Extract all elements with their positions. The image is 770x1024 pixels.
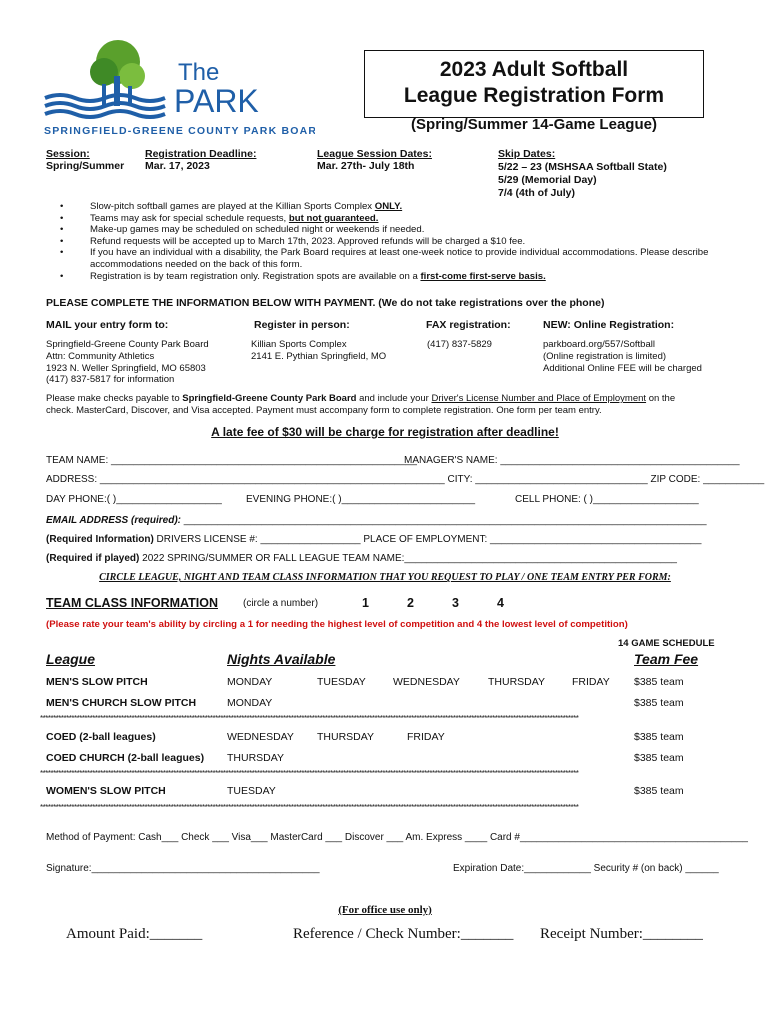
receipt-number-field[interactable]: Receipt Number:________ [540, 926, 703, 942]
manager-name-field[interactable]: MANAGER'S NAME: ___________________________________________ [404, 455, 740, 466]
session-dates-value: Mar. 27th- July 18th [317, 160, 415, 172]
league-column-header: League [46, 651, 96, 667]
session-block [46, 148, 124, 172]
team-name-field[interactable]: TEAM NAME: _______________________________________________________ [46, 455, 417, 466]
skip-date-1: 5/22 – 23 (MSHSAA Softball State) [498, 161, 667, 173]
online-heading: NEW: Online Registration: [543, 319, 675, 331]
list-item: • Teams may ask for special schedule requests, but not guaranteed. [60, 213, 720, 225]
skip-date-2: 5/29 (Memorial Day) [498, 174, 597, 186]
list-item: • Slow-pitch softball games are played at the Killian Sports Complex ONLY. [60, 201, 720, 213]
logo-the-text: The [178, 59, 220, 86]
reference-number-field[interactable]: Reference / Check Number:_______ [293, 926, 514, 942]
class-option-1[interactable]: 1 [362, 596, 369, 610]
signature-field[interactable]: Signature:_________________________________________ [46, 863, 320, 874]
email-field[interactable]: EMAIL ADDRESS (required): ______________________________________________________________________________________________ [46, 515, 707, 526]
day-phone-field[interactable]: DAY PHONE:( )___________________ [46, 494, 222, 505]
schedule-note: 14 GAME SCHEDULE [618, 638, 715, 649]
deadline-value: Mar. 17, 2023 [145, 160, 210, 172]
online-info: parkboard.org/557/Softball (Online registration is limited) Additional Online FEE will be charged [543, 339, 702, 374]
team-class-note: (Please rate your team's ability by circling a 1 for needing the highest level of competition and 4 the lowest level of competition) [46, 619, 628, 630]
night-option[interactable]: TUESDAY [317, 676, 366, 688]
list-item: • Registration is by team registration only. Registration spots are available on a first-come first-serve basis. [60, 271, 720, 283]
team-class-instruction: (circle a number) [243, 598, 319, 609]
night-option[interactable]: MONDAY [227, 697, 273, 709]
night-option[interactable]: THURSDAY [317, 731, 374, 743]
drivers-license-field[interactable]: (Required Information) DRIVERS LICENSE #: __________________ PLACE OF EMPLOYMENT: ______________________________________ [46, 534, 702, 545]
skip-date-3: 7/4 (4th of July) [498, 187, 576, 199]
session-value: Spring/Summer [46, 160, 125, 172]
title-line-1: 2023 Adult Softball [439, 58, 629, 81]
separator: ************************************************************************************************************************************************************************************************************** [40, 803, 579, 812]
nights-column-header: Nights Available [227, 651, 336, 667]
fax-number: (417) 837-5829 [427, 339, 492, 350]
night-option[interactable]: FRIDAY [407, 731, 445, 743]
night-option[interactable]: TUESDAY [227, 785, 276, 797]
check-instructions: Please make checks payable to Springfield-Greene County Park Board and include your Driver's License Number and Place of Employment on the check. MasterCard, Discover, and Visa accepted. Payment must accompany form to complete registration. One form per team entry. [46, 393, 676, 416]
class-option-4[interactable]: 4 [497, 596, 504, 610]
team-fee: $385 team [634, 731, 684, 743]
mail-address: Springfield-Greene County Park Board Attn: Community Athletics 1923 N. Weller Springfield, MO 65803 (417) 837-5817 for information [46, 339, 209, 386]
expiration-field[interactable]: Expiration Date:____________ Security # (on back) ______ [453, 863, 719, 874]
team-fee: $385 team [634, 752, 684, 764]
team-fee: $385 team [634, 697, 684, 709]
list-item: • Make-up games may be scheduled on scheduled night or weekends if needed. [60, 224, 720, 236]
list-item: • Refund requests will be accepted up to March 17th, 2023. Approved refunds will be charged a $10 fee. [60, 236, 720, 248]
league-coed[interactable]: COED (2-ball leagues) [46, 731, 156, 743]
separator: ************************************************************************************************************************************************************************************************************** [40, 769, 579, 778]
league-coed-church[interactable]: COED CHURCH (2-ball leagues) [46, 752, 205, 764]
night-option[interactable]: MONDAY [227, 676, 273, 688]
skip-dates-label: Skip Dates: [498, 148, 556, 160]
skip-dates-block [498, 148, 667, 200]
evening-phone-field[interactable]: EVENING PHONE:( )________________________ [246, 494, 476, 505]
team-fee: $385 team [634, 785, 684, 797]
logo-park-text: PARK [174, 83, 259, 119]
title-box [364, 50, 704, 118]
payment-method-field[interactable]: Method of Payment: Cash___ Check ___ Visa___ MasterCard ___ Discover ___ Am. Express ____ Card #_________________________________________ [46, 832, 748, 843]
online-link[interactable]: parkboard.org/557/Softball [543, 339, 655, 350]
team-fee: $385 team [634, 676, 684, 688]
mail-heading: MAIL your entry form to: [46, 319, 169, 331]
amount-paid-field[interactable]: Amount Paid:_______ [66, 926, 203, 942]
address-field[interactable]: ADDRESS: ______________________________________________________________ CITY: _______________________________ ZIP CODE: ___________ [46, 474, 765, 485]
subtitle: (Spring/Summer 14-Game League) [411, 116, 657, 133]
league-mens-slow-pitch[interactable]: MEN'S SLOW PITCH [46, 676, 148, 688]
person-heading: Register in person: [254, 319, 350, 331]
session-label: Session: [46, 148, 90, 160]
league-womens-slow-pitch[interactable]: WOMEN'S SLOW PITCH [46, 785, 166, 797]
list-item: • If you have an individual with a disability, the Park Board requires at least one-week notice to provide individual accommodations. Please describe accommodations needed on the back of this form. [60, 247, 720, 270]
late-fee-notice: A late fee of $30 will be charge for registration after deadline! [211, 425, 559, 439]
logo-board-text: SPRINGFIELD-GREENE COUNTY PARK BOARD [44, 125, 315, 137]
previous-team-field[interactable]: (Required if played) 2022 SPRING/SUMMER OR FALL LEAGUE TEAM NAME:_________________________________________________ [46, 553, 677, 564]
night-option[interactable]: FRIDAY [572, 676, 610, 688]
session-dates-label: League Session Dates: [317, 148, 432, 160]
payment-intro: PLEASE COMPLETE THE INFORMATION BELOW WITH PAYMENT. (We do not take registrations over the phone) [46, 297, 605, 309]
fax-heading: FAX registration: [426, 319, 511, 331]
title-line-2: League Registration Form [403, 84, 665, 107]
night-option[interactable]: THURSDAY [227, 752, 284, 764]
park-board-logo [40, 40, 315, 140]
night-option[interactable]: WEDNESDAY [393, 676, 460, 688]
fee-column-header: Team Fee [634, 651, 699, 667]
league-mens-church-slow-pitch[interactable]: MEN'S CHURCH SLOW PITCH [46, 697, 197, 709]
deadline-block [145, 148, 256, 172]
team-class-label: TEAM CLASS INFORMATION [46, 596, 218, 610]
person-address: Killian Sports Complex 2141 E. Pythian Springfield, MO [251, 339, 387, 362]
class-option-2[interactable]: 2 [407, 596, 414, 610]
rules-list [60, 201, 720, 282]
deadline-label: Registration Deadline: [145, 148, 257, 160]
office-use-label: (For office use only) [338, 904, 432, 916]
session-dates-block [317, 148, 432, 172]
separator: ************************************************************************************************************************************************************************************************************** [40, 714, 579, 723]
circle-instructions: CIRCLE LEAGUE, NIGHT AND TEAM CLASS INFORMATION THAT YOU REQUEST TO PLAY / ONE TEAM ENTRY PER FORM: [99, 572, 671, 583]
class-option-3[interactable]: 3 [452, 596, 459, 610]
night-option[interactable]: WEDNESDAY [227, 731, 294, 743]
cell-phone-field[interactable]: CELL PHONE: ( )___________________ [515, 494, 699, 505]
night-option[interactable]: THURSDAY [488, 676, 545, 688]
